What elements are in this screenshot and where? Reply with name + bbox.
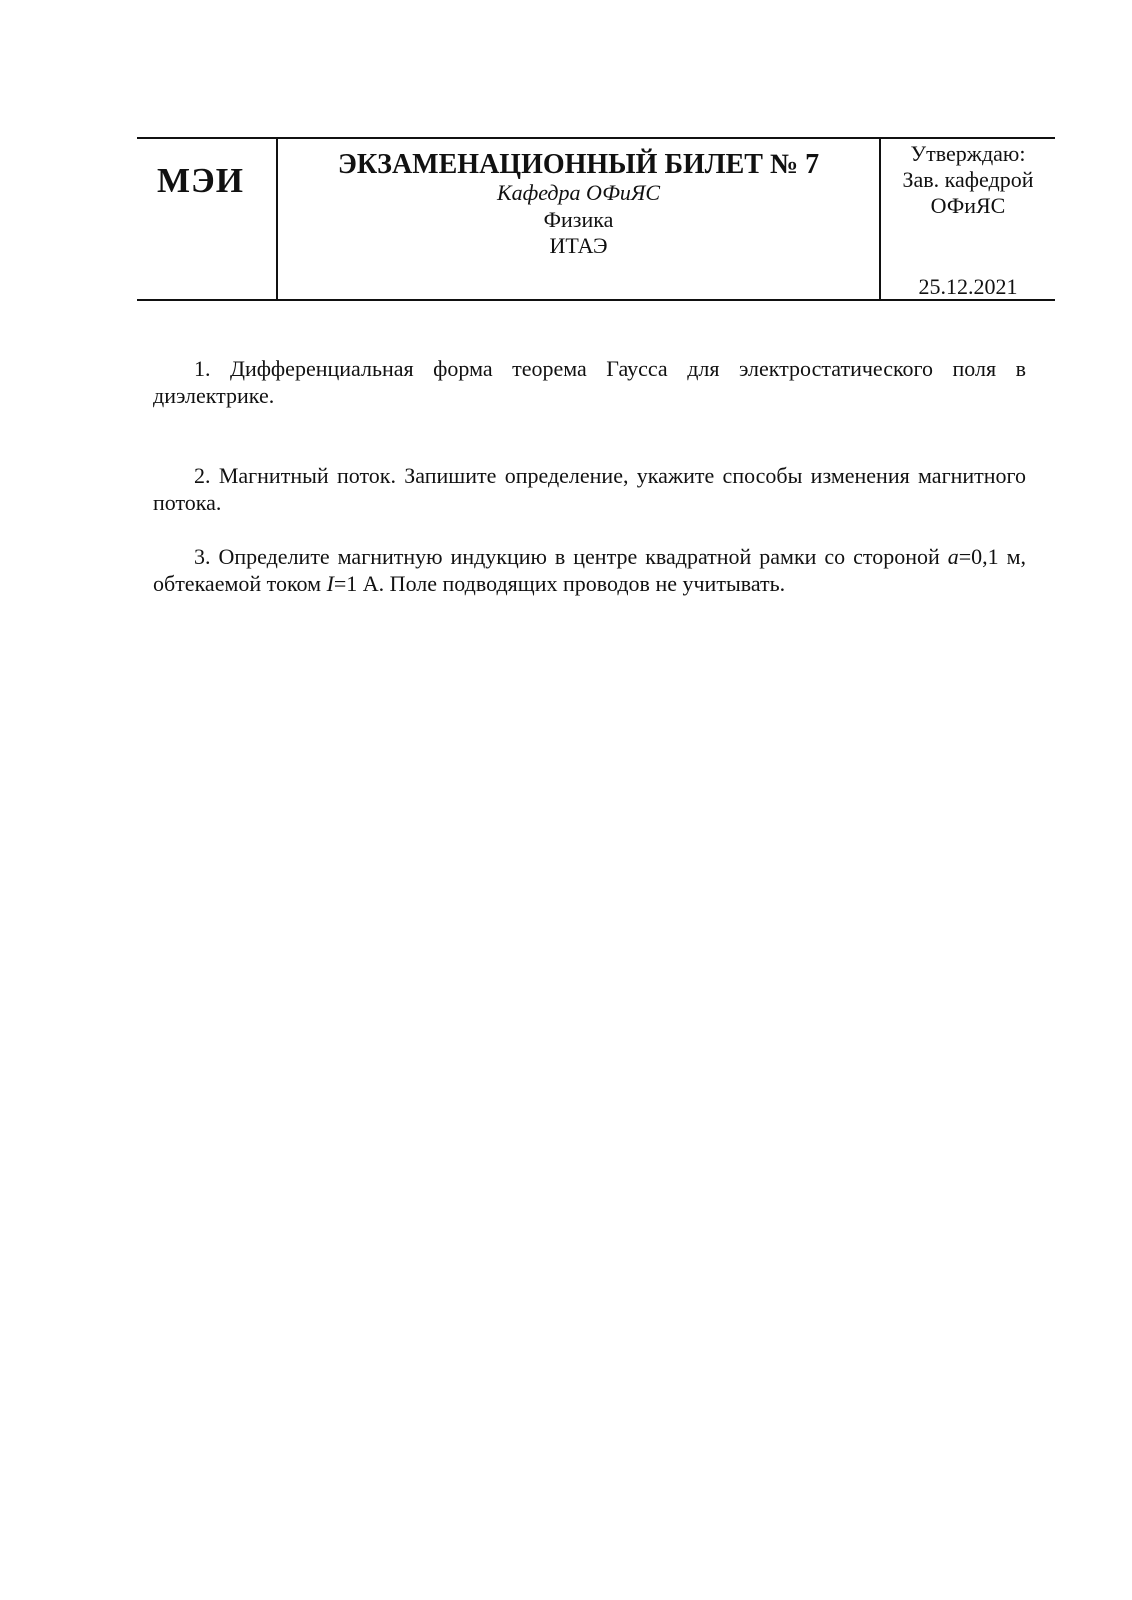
question-text: Магнитный поток. Запишите определение, укажите способы изменения магнитного потока.: [153, 463, 1027, 515]
org-name: МЭИ: [157, 161, 244, 200]
question-number: 2.: [194, 463, 211, 488]
ticket-date: 25.12.2021: [918, 274, 1018, 299]
question-2: [153, 462, 1026, 516]
question-text-part-1: Определите магнитную индукцию в центре квадратной рамки со стороной: [218, 544, 948, 569]
variable-i: I: [326, 571, 334, 596]
question-1: [153, 355, 1026, 409]
ticket-header-table: [137, 137, 1055, 301]
approval-line-1: Утверждаю:: [910, 141, 1026, 166]
department-name: Кафедра ОФиЯС: [496, 180, 661, 205]
header-org-cell: [137, 139, 278, 299]
approval-line-3: ОФиЯС: [930, 193, 1006, 218]
approval-line-2: Зав. кафедрой: [902, 167, 1034, 192]
header-approval-cell: [881, 139, 1055, 299]
question-text-part-3: =1 А. Поле подводящих проводов не учитывать.: [333, 571, 786, 596]
ticket-title: ЭКЗАМЕНАЦИОННЫЙ БИЛЕТ № 7: [337, 149, 820, 180]
institute-name: ИТАЭ: [549, 233, 608, 258]
question-text: Дифференциальная форма теорема Гаусса для электростатического поля в диэлектрике.: [153, 356, 1027, 408]
approval-block: [881, 141, 1055, 219]
question-3: [153, 543, 1026, 597]
subject-name: Физика: [543, 207, 614, 232]
header-title-cell: [278, 139, 881, 299]
question-number: 3.: [194, 544, 211, 569]
question-text-part-2: =0,1 м, обтекаемой током: [153, 544, 1026, 596]
question-number: 1.: [194, 356, 211, 381]
variable-a: a: [947, 544, 959, 569]
